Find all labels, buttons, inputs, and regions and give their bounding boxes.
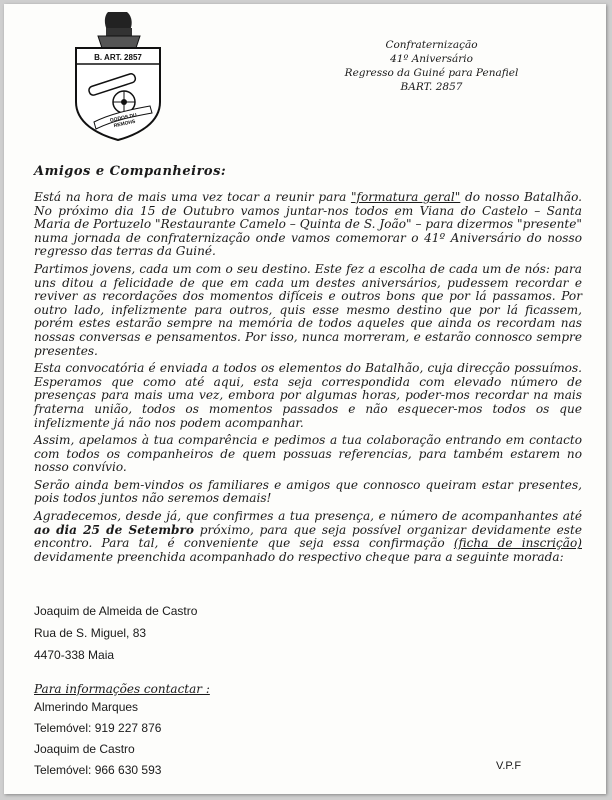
text-run: próximo, para que seja possível organizar devidamente este encontro. Para tal, é conveniente que seja essa confirmação <box>34 522 582 551</box>
text-run: Agradecemos, desde já, que confirmes a tua presença, e número de acompanhantes até <box>34 509 582 524</box>
ficha-inscricao-text: (ficha de inscrição) <box>453 536 582 551</box>
paragraph <box>34 191 582 259</box>
letter-page <box>4 4 606 794</box>
contact-line: Almerindo Marques <box>34 700 139 714</box>
address-line: Joaquim de Almeida de Castro <box>34 604 198 618</box>
paragraph: Assim, apelamos à tua comparência e pedimos a tua colaboração entrando em contacto com todos os companheiros de quem possuas referencias, para também estarem no nosso convívio. <box>34 433 582 475</box>
paragraph: Esta convocatória é enviada a todos os elementos do Batalhão, cuja direcção possuímos. Esperamos que como até aqui, esta seja correspondida com elevado número de presenças para mais uma vez, embora por algumas horas, poder-mos recordar na mais fraterna união, todos os momentos passados e não esquecer-mos todos os que infelizmente já não nos podem acompanhar. <box>34 361 582 430</box>
contact-line: Joaquim de Castro <box>34 742 135 756</box>
header-line: BART. 2857 <box>400 81 463 93</box>
signature: V.P.F <box>496 760 522 772</box>
formatura-geral-text: "formatura geral" <box>350 190 461 204</box>
contacts-title: Para informações contactar : <box>34 682 210 696</box>
paragraph: Serão ainda bem-vindos os familiares e amigos que connosco queiram estar presentes, pois todos juntos não seremos demais! <box>34 477 582 506</box>
event-header <box>344 38 519 94</box>
mailing-address <box>34 604 197 670</box>
letter-body <box>34 191 582 564</box>
contact-line: Telemóvel: 919 227 876 <box>34 721 162 735</box>
contacts-block <box>34 682 210 784</box>
emblem-motto: GODOS DU REMOHS <box>109 112 138 130</box>
header-line: Confraternização <box>385 39 478 51</box>
address-line: 4470-338 Maia <box>34 648 115 662</box>
header-line: Regresso da Guiné para Penafiel <box>344 67 519 79</box>
address-line: Rua de S. Miguel, 83 <box>34 626 147 640</box>
deadline-text: ao dia 25 de Setembro <box>34 522 194 537</box>
greeting: Amigos e Companheiros: <box>34 164 227 179</box>
header-line: 41º Aniversário <box>390 53 473 65</box>
text-run: do nosso Batalhão. No próximo dia 15 de Outubro vamos juntar-nos todos em Viana do Castelo – Santa Maria de Portuzelo "Restaurante Camelo – Quinta de S. João" – para dizermos "presente" numa jornada de confraternização onde vamos comemorar o 41º Aniversário do nosso regresso das terras da Guiné. <box>34 190 582 259</box>
text-run: Está na hora de mais uma vez tocar a reunir para <box>34 190 351 204</box>
paragraph <box>34 510 582 564</box>
contact-line: Telemóvel: 966 630 593 <box>34 763 162 777</box>
battalion-emblem <box>70 10 166 142</box>
paragraph: Partimos jovens, cada um com o seu destino. Este fez a escolha de cada um de nós: para uns ditou a felicidade de que em cada um destes aniversários, pudessem recordar e reviver as recordações dos momentos difíceis e outros bons que por lá passamos. Por outro lado, infelizmente para outros, quis esse mesmo destino que por lá ficassem, porém estes estarão sempre na memória de todos aqueles que ainda os recordam nas nossas conversas e pensamentos. Por isso, nunca morreram, e estarão connosco sempre presentes. <box>34 261 582 358</box>
emblem-label: B. ART. 2857 <box>94 53 142 62</box>
text-run: devidamente preenchida acompanhado do respectivo cheque para a seguinte morada: <box>34 549 564 564</box>
